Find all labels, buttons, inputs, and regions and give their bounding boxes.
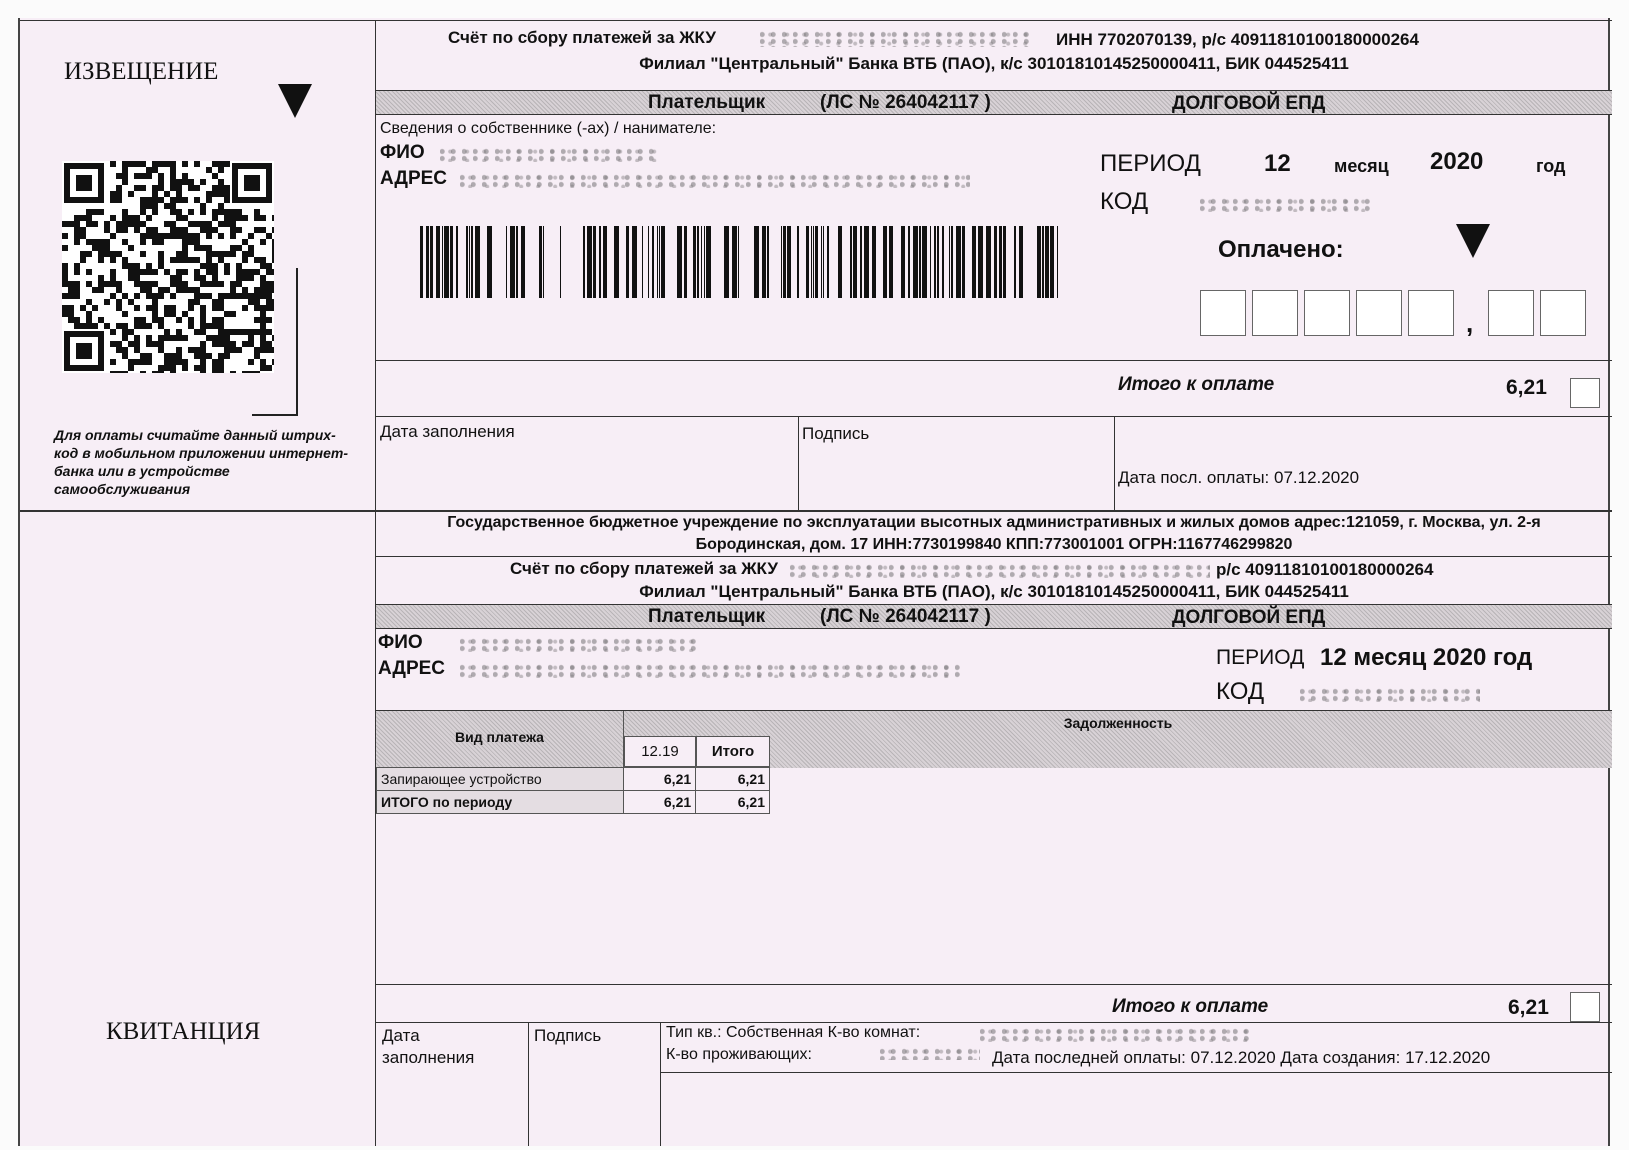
receipt-heading: КВИТАНЦИЯ bbox=[106, 1018, 261, 1045]
org-line1: Государственное бюджетное учреждение по эксплуатации высотных административных и жилых домов адрес:121059, г. Москва, ул. 2-я bbox=[447, 514, 1541, 531]
bank-line1-right: ИНН 7702070139, р/с 40911810100180000264 bbox=[1056, 30, 1419, 49]
paid-digit-box[interactable] bbox=[1356, 290, 1402, 336]
redacted-area bbox=[460, 664, 960, 678]
receipt-bank-line2: Филиал "Центральный" Банка ВТБ (ПАО), к/с 30101810145250000411, БИК 044525411 bbox=[639, 582, 1349, 601]
row-name: Запирающее устройство bbox=[377, 768, 624, 791]
debt-type-header: Вид платежа bbox=[455, 729, 544, 745]
rule bbox=[376, 90, 1612, 91]
receipt-total-checkbox[interactable] bbox=[1570, 992, 1600, 1022]
paid-digit-box[interactable] bbox=[1540, 290, 1586, 336]
redacted-area bbox=[1200, 198, 1370, 212]
qr-frame-bottom bbox=[252, 414, 298, 416]
receipt-fill-date-label-1: Дата bbox=[382, 1026, 420, 1045]
table-row bbox=[377, 791, 770, 814]
payer-label: Плательщик bbox=[648, 92, 766, 113]
rule bbox=[528, 1022, 529, 1146]
barcode bbox=[418, 226, 1068, 298]
receipt-account-number: (ЛС № 264042117 ) bbox=[820, 606, 991, 627]
redacted-area bbox=[880, 1048, 980, 1060]
rule bbox=[660, 1022, 661, 1146]
qr-frame-right bbox=[296, 268, 298, 416]
paid-digit-box[interactable] bbox=[1252, 290, 1298, 336]
fill-date-label: Дата заполнения bbox=[380, 422, 515, 441]
rule bbox=[798, 416, 799, 510]
last-payment-date: Дата посл. оплаты: 07.12.2020 bbox=[1118, 468, 1360, 487]
receipt-fill-date-label-2: заполнения bbox=[382, 1048, 475, 1067]
top-border bbox=[20, 20, 1612, 21]
rule bbox=[376, 1022, 1612, 1023]
paid-digit-box[interactable] bbox=[1304, 290, 1350, 336]
receipt-dates: Дата последней оплаты: 07.12.2020 Дата создания: 17.12.2020 bbox=[992, 1048, 1491, 1067]
doc-type: ДОЛГОВОЙ ЕПД bbox=[1172, 93, 1326, 114]
period-year: 2020 bbox=[1430, 148, 1484, 175]
redacted-area bbox=[760, 31, 1030, 47]
rule bbox=[376, 556, 1612, 557]
debt-type-header-cell bbox=[376, 711, 624, 767]
receipt-address-label: АДРЕС bbox=[378, 658, 446, 679]
qr-caption: Для оплаты считайте данный штрих-код в мобильном приложении интернет-банка или в устройстве самообслуживания bbox=[54, 427, 348, 497]
rule bbox=[660, 1072, 1612, 1073]
period-month: 12 bbox=[1264, 150, 1291, 177]
debt-header: Задолженность bbox=[1063, 715, 1173, 731]
row-total: 6,21 bbox=[696, 791, 770, 814]
redacted-area bbox=[460, 638, 700, 652]
receipt-payer-label: Плательщик bbox=[648, 606, 766, 627]
col-header-month: 12.19 bbox=[624, 736, 696, 767]
receipt-fio-label: ФИО bbox=[378, 632, 423, 653]
redacted-area bbox=[790, 564, 1210, 578]
owner-label: Сведения о собственнике (-ах) / нанимателе: bbox=[380, 120, 717, 137]
receipt-doc-type: ДОЛГОВОЙ ЕПД bbox=[1172, 607, 1326, 628]
month-word: месяц bbox=[1334, 156, 1389, 176]
paid-digit-box[interactable] bbox=[1488, 290, 1534, 336]
rule bbox=[1114, 416, 1115, 510]
payer-header-bar bbox=[376, 90, 1612, 114]
row-month: 6,21 bbox=[624, 791, 696, 814]
fio-label: ФИО bbox=[380, 142, 425, 163]
apartment-info: Тип кв.: Собственная К-во комнат: bbox=[666, 1024, 921, 1041]
notice-heading: ИЗВЕЩЕНИЕ bbox=[64, 58, 219, 85]
redacted-area bbox=[460, 174, 970, 188]
org-line2: Бородинская, дом. 17 ИНН:7730199840 КПП:773001001 ОГРН:1167746299820 bbox=[695, 536, 1293, 553]
signature-label: Подпись bbox=[802, 424, 870, 443]
rule bbox=[376, 114, 1612, 115]
residents-label: К-во проживающих: bbox=[666, 1046, 812, 1063]
notice-receipt-divider bbox=[20, 510, 1612, 512]
triangle-down-icon bbox=[278, 84, 312, 118]
row-name: ИТОГО по периоду bbox=[377, 791, 624, 814]
receipt-period-label: ПЕРИОД bbox=[1216, 646, 1305, 669]
rule bbox=[376, 604, 1612, 605]
rule bbox=[376, 628, 1612, 629]
receipt-period-value: 12 месяц 2020 год bbox=[1320, 644, 1533, 671]
address-label: АДРЕС bbox=[380, 168, 448, 189]
receipt-total-value: 6,21 bbox=[1508, 996, 1549, 1019]
redacted-area bbox=[440, 148, 660, 162]
payment-document bbox=[18, 18, 1610, 1146]
receipt-bank-line1-left: Счёт по сбору платежей за ЖКУ bbox=[510, 559, 778, 578]
row-total: 6,21 bbox=[696, 768, 770, 791]
debt-table bbox=[376, 767, 770, 814]
qr-code bbox=[62, 161, 274, 373]
receipt-total-label: Итого к оплате bbox=[1112, 996, 1269, 1017]
triangle-down-icon bbox=[1456, 224, 1490, 258]
paid-digit-box[interactable] bbox=[1408, 290, 1454, 336]
table-row bbox=[377, 768, 770, 791]
paid-label: Оплачено: bbox=[1218, 236, 1344, 263]
bank-line1-left: Счёт по сбору платежей за ЖКУ bbox=[448, 28, 716, 47]
paid-comma: , bbox=[1466, 308, 1474, 338]
receipt-signature-label: Подпись bbox=[534, 1026, 602, 1045]
rule bbox=[376, 416, 1612, 417]
year-word: год bbox=[1536, 156, 1566, 176]
account-number: (ЛС № 264042117 ) bbox=[820, 92, 991, 113]
receipt-payer-header-bar bbox=[376, 604, 1612, 628]
paid-digit-box[interactable] bbox=[1200, 290, 1246, 336]
total-checkbox[interactable] bbox=[1570, 378, 1600, 408]
redacted-area bbox=[1300, 688, 1480, 702]
receipt-bank-line1-right: р/с 40911810100180000264 bbox=[1216, 560, 1434, 579]
receipt-code-label: КОД bbox=[1216, 678, 1265, 705]
bank-line2: Филиал "Центральный" Банка ВТБ (ПАО), к/с 30101810145250000411, БИК 044525411 bbox=[639, 54, 1349, 73]
redacted-area bbox=[980, 1028, 1250, 1042]
row-month: 6,21 bbox=[624, 768, 696, 791]
total-label: Итого к оплате bbox=[1118, 374, 1275, 395]
rule bbox=[376, 360, 1612, 361]
period-label: ПЕРИОД bbox=[1100, 150, 1201, 177]
rule bbox=[376, 984, 1612, 985]
code-label: КОД bbox=[1100, 188, 1149, 215]
total-value: 6,21 bbox=[1506, 376, 1547, 399]
col-header-total: Итого bbox=[696, 736, 770, 767]
